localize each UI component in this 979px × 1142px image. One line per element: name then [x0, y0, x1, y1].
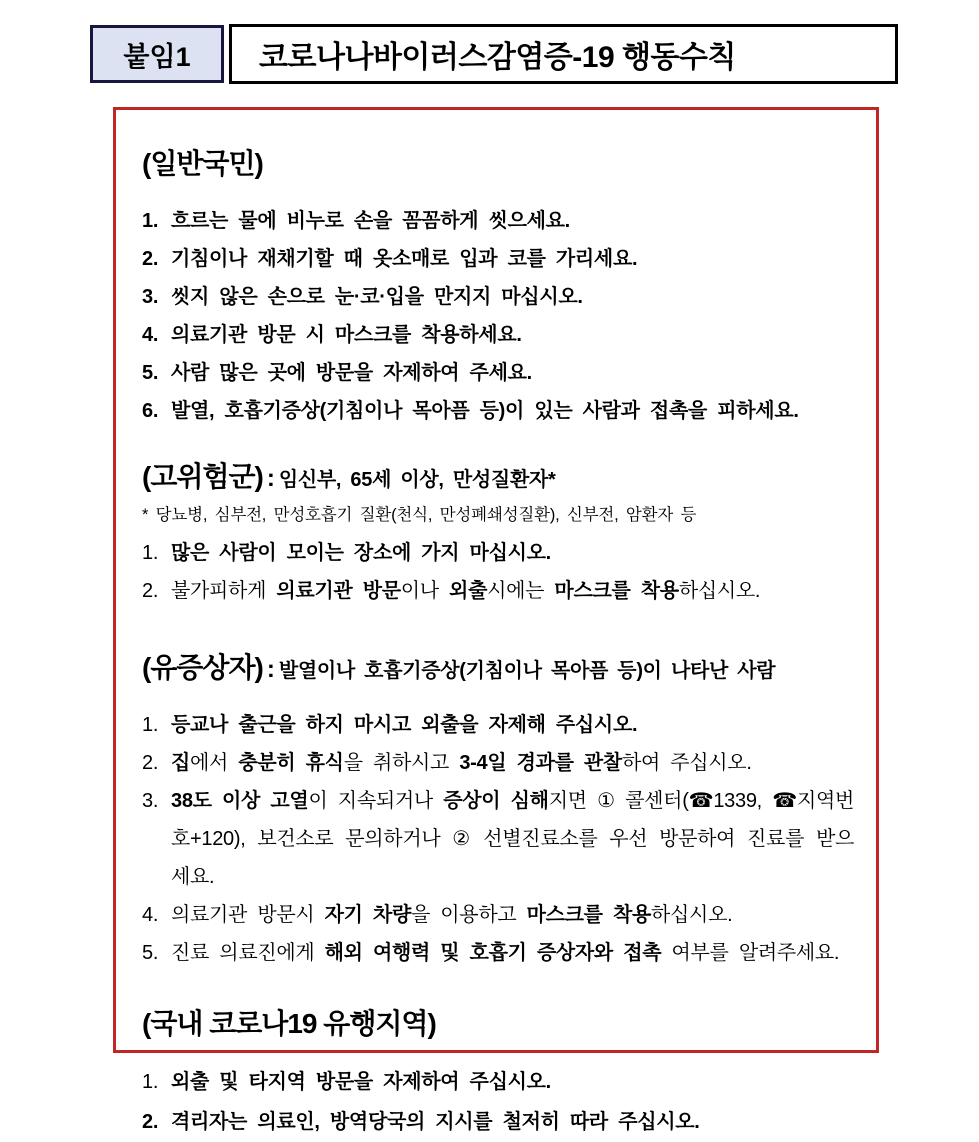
item-text: [171, 934, 854, 972]
item-text: [171, 1062, 854, 1102]
item-text: [171, 572, 854, 610]
list-item: [142, 240, 854, 278]
item-number: 6.: [142, 400, 159, 422]
sections: [142, 144, 854, 1142]
item-number: 4.: [142, 324, 159, 346]
item-text: [171, 1102, 854, 1142]
section-heading: (고위험군): [142, 461, 263, 492]
section-heading-row: [142, 1004, 854, 1049]
text-run: 불가피하게: [171, 580, 277, 602]
text-run: 충분히 휴식: [238, 752, 344, 774]
text-run: 외출: [449, 580, 488, 602]
content-frame: [113, 107, 879, 1133]
text-run: 3-4일 경과를 관찰: [459, 752, 622, 774]
item-text: [171, 534, 854, 572]
list-item: [142, 392, 854, 430]
item-number: 1.: [142, 714, 159, 736]
item-number: 4.: [142, 904, 159, 926]
section-high-risk-group: [142, 457, 854, 610]
item-text: [171, 354, 854, 392]
text-run: 시에는: [487, 580, 555, 602]
text-run: 이 지속되거나: [308, 790, 444, 812]
section-heading: (유증상자): [142, 652, 263, 683]
heading-colon: :: [266, 656, 275, 683]
section-footnote: * 당뇨병, 심부전, 만성호흡기 질환(천식, 만성폐쇄성질환), 신부전, 암환자 등: [142, 506, 697, 524]
list-item: [142, 782, 854, 896]
item-number: 2.: [142, 752, 159, 774]
item-number: 1.: [142, 210, 159, 232]
item-text: [171, 392, 854, 430]
list-item: [142, 278, 854, 316]
text-run: 흐르는 물에 비누로 손을 꼼꼼하게 씻으세요.: [171, 210, 570, 232]
attachment-badge: [90, 25, 224, 83]
text-run: 여부를 알려주세요.: [661, 942, 840, 964]
text-run: 이나: [400, 580, 450, 602]
item-number: 5.: [142, 362, 159, 384]
item-number: 1.: [142, 1071, 159, 1093]
text-run: 하십시오.: [651, 904, 733, 926]
list-item: [142, 354, 854, 392]
item-text: [171, 706, 854, 744]
item-number: 1.: [142, 542, 159, 564]
section-heading: (국내 코로나19 유행지역): [142, 1008, 436, 1039]
text-run: 에서: [190, 752, 239, 774]
item-text: [171, 782, 854, 896]
text-run: 격리자는 의료인, 방역당국의 지시를 철저히 따라 주십시오.: [171, 1111, 700, 1133]
text-run: 을 이용하고: [411, 904, 527, 926]
item-list: [142, 1062, 854, 1142]
text-run: 기침이나 재채기할 때 옷소매로 입과 코를 가리세요.: [171, 248, 638, 270]
text-run: 을 취하시고: [343, 752, 460, 774]
item-list: [142, 202, 854, 430]
section-heading-row: [142, 144, 854, 189]
list-item: [142, 706, 854, 744]
list-item: [142, 744, 854, 782]
document-title-box: [229, 24, 898, 84]
text-run: 의료기관 방문 시 마스크를 착용하세요.: [171, 324, 522, 346]
item-number: 2.: [142, 248, 159, 270]
section-general-public: [142, 144, 854, 430]
text-run: 마스크를 착용: [526, 904, 652, 926]
text-run: 자기 차량: [324, 904, 411, 926]
text-run: 많은 사람이 모이는 장소에 가지 마십시오.: [171, 542, 551, 564]
section-heading-row: [142, 648, 854, 693]
text-run: 증상이 심해: [443, 790, 549, 812]
text-run: 38도 이상 고열: [171, 790, 309, 812]
item-text: [171, 278, 854, 316]
item-list: [142, 534, 854, 610]
item-number: 2.: [142, 580, 159, 602]
item-number: 3.: [142, 286, 159, 308]
item-number: 2.: [142, 1111, 159, 1133]
list-item: [142, 1102, 854, 1142]
section-domestic-outbreak-area: [142, 1004, 854, 1142]
document-title: 코로나나바이러스감염증-19 행동수칙: [259, 41, 736, 74]
item-number: 3.: [142, 790, 159, 812]
item-number: 5.: [142, 942, 159, 964]
section-symptomatic: [142, 648, 854, 972]
text-run: 하십시오.: [678, 580, 761, 602]
list-item: [142, 534, 854, 572]
item-text: [171, 240, 854, 278]
text-run: 진료 의료진에게: [171, 942, 325, 964]
text-run: 의료기관 방문시: [171, 904, 325, 926]
attachment-badge-label: 붙임1: [123, 41, 191, 72]
item-list: [142, 706, 854, 972]
text-run: 사람 많은 곳에 방문을 자제하여 주세요.: [171, 362, 532, 384]
item-text: [171, 316, 854, 354]
heading-colon: :: [266, 465, 275, 492]
item-text: [171, 896, 854, 934]
list-item: [142, 572, 854, 610]
item-text: [171, 744, 854, 782]
list-item: [142, 202, 854, 240]
text-run: 지면 ① 콜센터(☎1339, ☎지역번호+120), 보건소로 문의하거나 ② 선별진료소를 우선 방문하여 진료를 받으세요.: [171, 790, 854, 888]
list-item: [142, 1062, 854, 1102]
section-subtitle: 임신부, 65세 이상, 만성질환자*: [278, 469, 556, 491]
list-item: [142, 896, 854, 934]
text-run: 집: [171, 752, 191, 774]
list-item: [142, 934, 854, 972]
text-run: 하여 주십시오.: [621, 752, 752, 774]
text-run: 해외 여행력 및 호흡기 증상자와 접촉: [324, 942, 662, 964]
list-item: [142, 316, 854, 354]
item-text: [171, 202, 854, 240]
text-run: 외출 및 타지역 방문을 자제하여 주십시오.: [171, 1071, 551, 1093]
section-heading: (일반국민): [142, 148, 263, 179]
text-run: 마스크를 착용: [554, 580, 679, 602]
section-heading-row: [142, 457, 854, 502]
section-subtitle: 발열이나 호흡기증상(기침이나 목아픔 등)이 나타난 사람: [278, 660, 776, 682]
text-run: 등교나 출근을 하지 마시고 외출을 자제해 주십시오.: [171, 714, 638, 736]
text-run: 발열, 호흡기증상(기침이나 목아픔 등)이 있는 사람과 접촉을 피하세요.: [171, 400, 799, 422]
text-run: 의료기관 방문: [276, 580, 401, 602]
text-run: 씻지 않은 손으로 눈·코·입을 만지지 마십시오.: [171, 286, 583, 308]
